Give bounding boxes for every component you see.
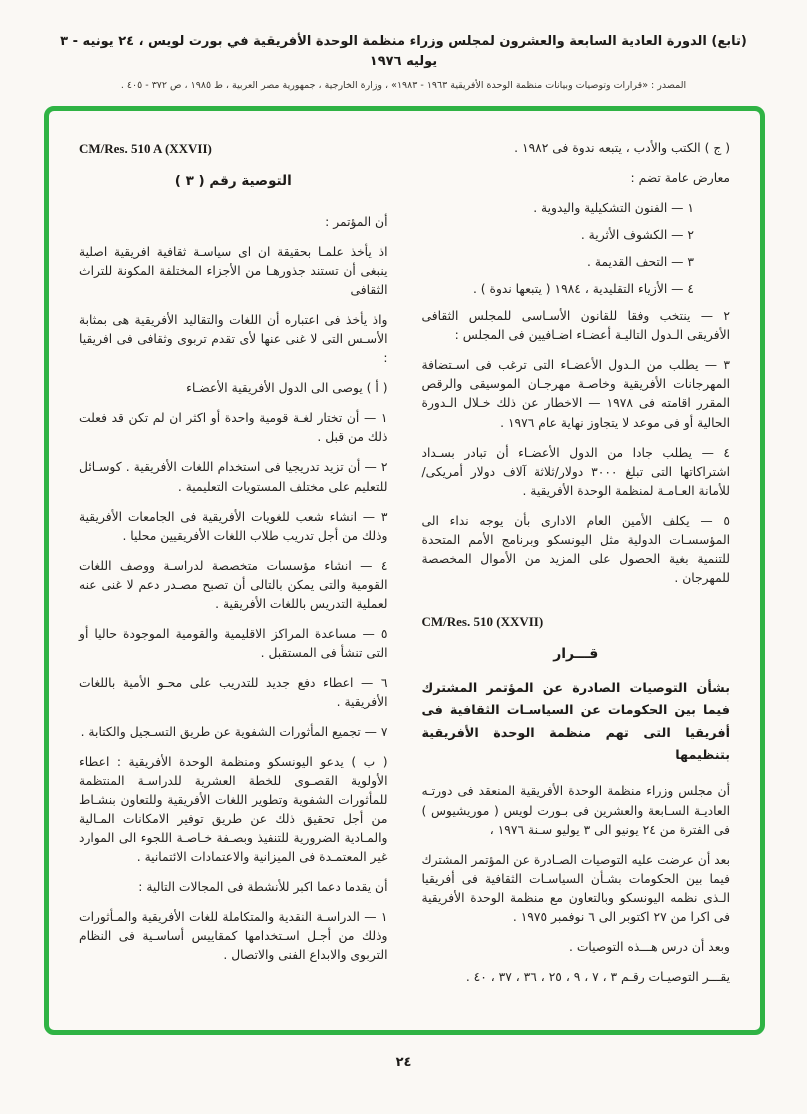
paragraph: ٧ — تجميع المأثورات الشفوية عن طريق التسـجيل والكتابة . [80,724,388,739]
right-column [422,139,731,998]
left-column [79,139,388,998]
paragraph: ٢ — ينتخب وفقا للقانون الأسـاسى للمجلس الثقافى الأفريقى الـدول التاليـة أعضـاء اضـافيين فى المجلس : [421,309,730,343]
page-header [0,30,807,91]
intro-paragraphs [422,139,731,188]
list-item: ٣ — التحف القديمة . [587,255,694,270]
paragraph: يقـــر التوصيـات رقـم ٣ ، ٧ ، ٩ ، ٢٥ ، ٣٦ ، ٣٧ ، ٤٠ . [465,969,730,984]
paragraph: معارض عامة تضم : [630,171,730,186]
paragraph: ( أ ) يوصى الى الدول الأفريقية الأعضـاء [186,381,388,396]
resolution-subject: بشأن التوصيات الصادرة عن المؤتمر المشترك فيما بين الحكومات عن السياسـات الثقافية فى أفريقيا التى تهم منظمة الوحدة الأفريقية بتنظيمها [421,680,730,764]
header-source-note: المصدر : «قرارات وتوصيات وبيانات منظمة الوحدة الأفريقية ١٩٦٣ - ١٩٨٣» ، وزارة الخارجية ، جمهورية مصر العربية ، ط ١٩٨٥ ، ص ٣٧٢ - ٤٠٥ . [120,80,687,91]
recommendation-paragraphs [79,213,388,966]
list-item: ٤ — الأزياء التقليدية ، ١٩٨٤ ( يتبعها ندوة ) . [472,282,694,297]
paragraph: أن المؤتمر : [325,215,388,229]
list-item: ٢ — الكشوف الأثرية . [580,228,694,243]
numbered-paragraphs [422,307,731,588]
green-frame [44,106,765,1035]
exhibition-list [422,199,731,299]
paragraph: وبعد أن درس هـــذه التوصيات . [569,939,730,954]
paragraph: اذ يأخذ علمـا بحقيقة ان اى سياسـة ثقافية افريقية اصلية ينبغى أن تستند جذورهـا من الأجزاء المختلفة المكونة للتراث الثقافى [79,245,388,298]
paragraph: ٤ — انشاء مؤسسات متخصصة لدراسـة ووصف اللغات القومية والتى يمكن بالتالى أن تصبح مصـدر دعم لا غنى عنه لعملية التدريس باللغات الأفريقية . [79,558,388,611]
header-session-title: (تابع) الدورة العادية السابعة والعشرون لمجلس وزراء منظمة الوحدة الأفريقية في بورت لويس ، ٢٤ يونيه - ٣ يوليه ١٩٧٦ [60,34,747,69]
resolution-ref: CM/Res. 510 (XXVII) [421,613,544,629]
recommendation-title: التوصية رقم ( ٣ ) [174,173,292,189]
paragraph: ١ — أن تختار لغـة قومية واحدة أو اكثر ان لم تكن قد فعلت ذلك من قبل . [79,411,388,445]
paragraph: ٢ — أن تزيد تدريجيا فى استخدام اللغات الأفريقية . كوسـائل للتعليم على مختلف المستويات التعليمية . [79,460,388,494]
resolution-paragraphs [422,782,731,986]
paragraph: ( ج ) الكتب والأدب ، يتبعه ندوة فى ١٩٨٢ . [514,141,730,155]
paragraph: ٦ — اعطاء دفع جديد للتدريب على محـو الأمية باللغات الأفريقية . [79,675,388,709]
resolution-title: قـــرار [553,645,599,662]
paragraph: بعد أن عرضت عليه التوصيات الصـادرة عن المؤتمر المشترك فيما بين الحكومات بشـأن السياسـات الثقافية فى أفريقيا الـذى نظمه اليونسكو وبالتعاون مع منظمة الوحدة الأفريقية فى اكرا من ٢٧ اكتوبر الى ٦ نوفمبر ١٩٧٥ . [421,852,730,924]
paragraph: أن يقدما دعما اكبر للأنشطة فى المجالات التالية : [138,880,388,895]
paragraph: ١ — الدراسـة النقدية والمتكاملة للغات الأفريقية والمـأثورات وذلك من أجـل اسـتخدامها كمقاييس أساسـية فى النظام التربوى والابداع الفنى والاتصال . [79,910,388,963]
resolution-ref: CM/Res. 510 A (XXVII) [79,141,212,156]
paragraph: ٥ — يكلف الأمين العام الادارى بأن يوجه نداء الى المؤسسـات الدولية مثل اليونسكو وبرنامج الأمم المتحدة للتنمية بغية الحصول على المزيد من الأموال المخصصة للمهرجان . [421,513,730,585]
page-footer [0,1035,807,1080]
paragraph: ( ب ) يدعو اليونسكو ومنظمة الوحدة الأفريقية : اعطاء الأولوية القصـوى للخطة العشرية للدراسـة المنتظمة للمأثورات الشفوية وتطوير اللغات الأفريقية وللتعاون بنشـاط من أجل تحقيق ذلك عن طريق توفير الامكانات المـالية والمـادية الضرورية للتنفيذ وبصـفة خـاصـة اللجوء الى الموارد غير المعتمـدة فى الميزانية والاعتمادات الائتمانية . [79,755,388,865]
paragraph: ٣ — يطلب من الـدول الأعضـاء التى ترغب فى اسـتضافة المهرجانات الأفريقية وخاصـة مهرجـان الموسيقى والرقص المقرر اقامته فى ١٩٧٨ — الاخطار عن ذلك خـلال الـدورة الحالية أو فى موعد لا يتجاوز نهاية عام ١٩٧٦ . [421,358,730,430]
list-item: ١ — الفنون التشكيلية واليدوية . [533,201,694,216]
two-column-layout [79,139,730,998]
paragraph: ٣ — انشاء شعب للغويات الأفريقية فى الجامعات الأفريقية وذلك من أجل تدريب طلاب اللغات الأفريقيين محليا . [79,509,388,543]
page-number: ٢٤ [395,1054,412,1070]
paragraph: واذ يأخذ فى اعتباره أن اللغات والتقاليد الأفريقية هى بمثابة الأسـس التى لا غنى عنها لأى تقدم تربوى وثقافى فى افريقيا : [79,313,388,366]
paragraph: ٤ — يطلب جادا من الدول الأعضـاء أن تبادر بسـداد اشتراكاتها التى تبلغ ٣٠٠٠ دولار/ثلاثة آلاف دولار أمريكى/للأمانة العـامـة لمنظمة الوحدة الأفريقية . [421,445,731,498]
paragraph: ٥ — مساعدة المراكز الاقليمية والقومية الموجودة حاليا أو التى تنشأ فى المستقبل . [79,626,388,660]
paragraph: أن مجلس وزراء منظمة الوحدة الأفريقية المنعقد فى دورتـه العاديـة السـابعة والعشرين فى بـورت لويس ( موريشيوس ) فى الفترة من ٢٤ يونيو الى ٣ يوليو سـنة ١٩٧٦ ، [421,784,730,837]
